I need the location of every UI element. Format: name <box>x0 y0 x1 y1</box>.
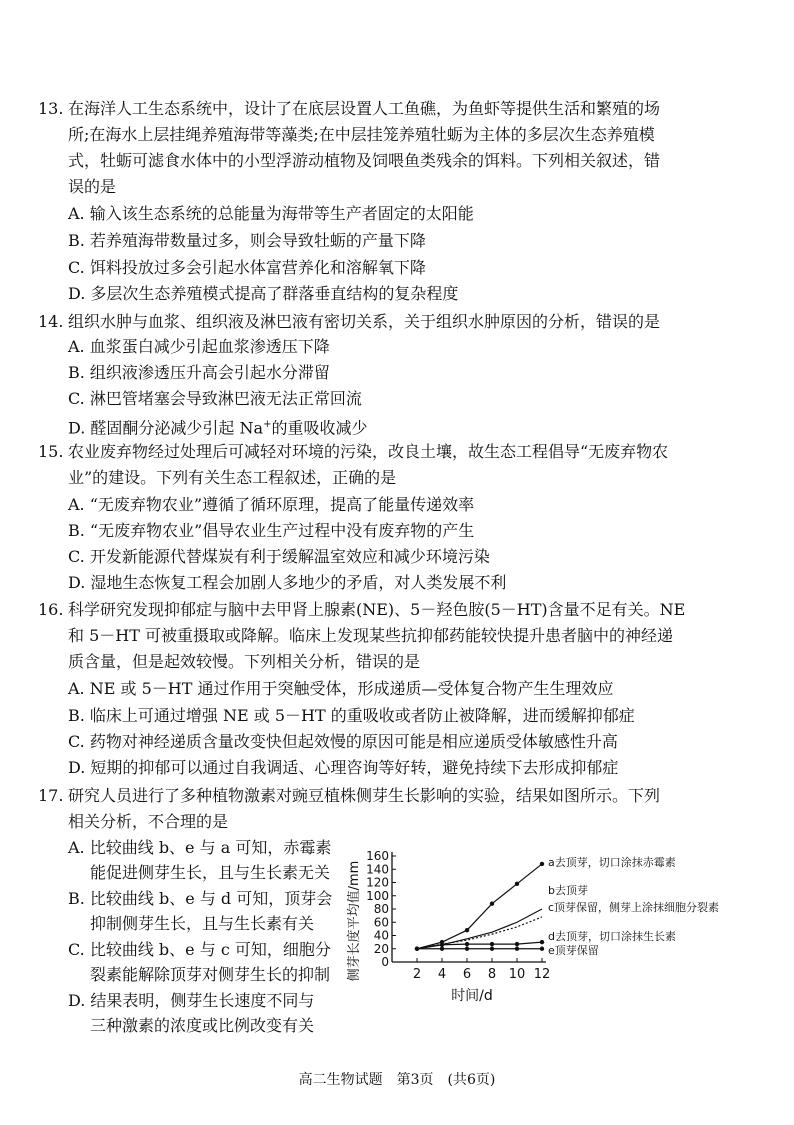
q17-option-b-cont: 抑制侧芽生长，且与生长素有关 <box>90 914 315 933</box>
q15-option-d: D. 湿地生态恢复工程会加剧人多地少的矛盾，对人类发展不利 <box>68 573 507 592</box>
x-tick-label: 8 <box>487 967 497 982</box>
data-point <box>440 943 444 947</box>
q16-option-d: D. 短期的抑郁可以通过自我调适、心理咨询等好转，避免持续下去形成抑郁症 <box>68 758 619 777</box>
q15-option-a: A. “无废弃物农业”遵循了循环原理，提高了能量传递效率 <box>68 495 475 514</box>
data-point <box>515 882 519 886</box>
y-tick-label: 140 <box>366 862 389 877</box>
q14-option-d-text: D. 醛固酮分泌减少引起 Na <box>68 418 264 438</box>
q15-stem-line-2: 业”的建设。下列有关生态工程叙述，正确的是 <box>68 468 397 487</box>
data-point <box>540 862 544 866</box>
sodium-charge: + <box>263 419 272 430</box>
q13-stem-line-1: 在海洋人工生态系统中，设计了在底层设置人工鱼礁，为鱼虾等提供生活和繁殖的场 <box>68 99 661 118</box>
q14-option-a: A. 血浆蛋白减少引起血浆渗透压下降 <box>68 337 330 356</box>
q14-option-d <box>68 412 367 441</box>
x-tick-label: 2 <box>412 967 422 982</box>
y-tick-label: 100 <box>366 888 389 903</box>
q17-option-c: C. 比较曲线 b、e 与 c 可知，细胞分 <box>68 940 331 959</box>
data-point <box>465 942 469 946</box>
y-tick-label: 60 <box>373 915 389 930</box>
data-point <box>465 947 469 951</box>
q14-option-d-tail: 的重吸收减少 <box>271 418 368 438</box>
data-point <box>490 947 494 951</box>
q13-stem-line-2: 所;在海水上层挂绳养殖海带等藻类;在中层挂笼养殖牡蛎为主体的多层次生态养殖模 <box>68 125 655 144</box>
q17-option-c-cont: 裂素能解除顶芽对侧芽生长的抑制 <box>90 965 331 984</box>
legend-label: a去顶芽，切口涂抹赤霉素 <box>548 856 676 869</box>
data-point <box>490 902 494 906</box>
q13-stem-line-3: 式，牡蛎可滤食水体中的小型浮游动植物及饲喂鱼类残余的饵料。下列相关叙述，错 <box>68 151 661 170</box>
y-tick-label: 80 <box>373 902 389 916</box>
q17-number: 17. <box>38 786 64 805</box>
q15-number: 15. <box>38 442 64 461</box>
x-axis-label: 时间/d <box>451 988 493 1004</box>
q16-stem-line-1: 科学研究发现抑郁症与脑中去甲肾上腺素(NE)、5－羟色胺(5－HT)含量不足有关。NE <box>68 600 686 619</box>
q13-option-b: B. 若养殖海带数量过多，则会导致牡蛎的产量下降 <box>68 231 426 250</box>
series-line <box>417 942 542 949</box>
q16-option-b: B. 临床上可通过增强 NE 或 5－HT 的重吸收或者防止被降解，进而缓解抑郁症 <box>68 706 635 725</box>
q17-stem-line-1: 研究人员进行了多种植物激素对豌豆植株侧芽生长影响的实验，结果如图所示。下列 <box>68 786 661 805</box>
q15-option-c: C. 开发新能源代替煤炭有利于缓解温室效应和减少环境污染 <box>68 547 490 566</box>
y-tick-label: 160 <box>366 849 389 863</box>
lateral-bud-growth-chart <box>338 836 778 1018</box>
data-point <box>515 942 519 946</box>
q13-number: 13. <box>38 99 64 118</box>
legend-label: e顶芽保留 <box>548 944 599 957</box>
q13-option-d: D. 多层次生态养殖模式提高了群落垂直结构的复杂程度 <box>68 284 459 303</box>
data-point <box>490 942 494 946</box>
q16-stem-line-2: 和 5－HT 可被重摄取或降解。临床上发现某些抗抑郁药能较快提升患者脑中的神经递 <box>68 626 673 645</box>
q13-option-a: A. 输入该生态系统的总能量为海带等生产者固定的太阳能 <box>68 204 474 223</box>
q16-option-a: A. NE 或 5－HT 通过作用于突触受体，形成递质—受体复合物产生生理效应 <box>68 679 614 698</box>
q14-stem: 组织水肿与血浆、组织液及淋巴液有密切关系，关于组织水肿原因的分析，错误的是 <box>68 312 661 331</box>
y-tick-label: 40 <box>373 928 389 943</box>
legend-label: d去顶芽，切口涂抹生长素 <box>548 930 676 943</box>
q17-option-a: A. 比较曲线 b、e 与 a 可知，赤霉素 <box>68 838 332 857</box>
x-tick-label: 12 <box>533 967 551 982</box>
series-line <box>417 909 542 949</box>
data-point <box>465 928 469 932</box>
data-point <box>515 947 519 951</box>
legend-label: b去顶芽 <box>548 884 588 897</box>
q16-option-c: C. 药物对神经递质含量改变快但起效慢的原因可能是相应递质受体敏感性升高 <box>68 732 618 751</box>
q17-option-d: D. 结果表明，侧芽生长速度不同与 <box>68 991 315 1010</box>
y-axis-label: 侧芽长度平均值/mm <box>347 860 362 982</box>
q15-stem-line-1: 农业废弃物经过处理后可减轻对环境的污染，改良土壤，故生态工程倡导“无废弃物农 <box>68 442 669 461</box>
page-footer: 高二生物试题 第3页 (共6页) <box>298 1072 496 1088</box>
q15-option-b: B. “无废弃物农业”倡导农业生产过程中没有废弃物的产生 <box>68 521 475 540</box>
q14-option-b: B. 组织液渗透压升高会引起水分滞留 <box>68 363 330 382</box>
q17-stem-line-2: 相关分析，不合理的是 <box>68 812 229 831</box>
data-point <box>540 947 544 951</box>
y-tick-label: 20 <box>373 941 389 956</box>
q16-number: 16. <box>38 600 64 619</box>
q17-option-b: B. 比较曲线 b、e 与 d 可知，顶芽会 <box>68 889 333 908</box>
legend-label: c顶芽保留，侧芽上涂抹细胞分裂素 <box>548 901 720 914</box>
q13-stem-line-4: 误的是 <box>68 177 117 196</box>
q16-stem-line-3: 质含量，但是起效较慢。下列相关分析，错误的是 <box>68 652 421 671</box>
q17-option-a-cont: 能促进侧芽生长，且与生长素无关 <box>90 863 331 882</box>
q14-number: 14. <box>38 312 64 331</box>
q17-option-d-cont: 三种激素的浓度或比例改变有关 <box>90 1016 315 1035</box>
y-tick-label: 120 <box>366 875 389 890</box>
q13-option-c: C. 饵料投放过多会引起水体富营养化和溶解氧下降 <box>68 258 426 277</box>
data-point <box>440 947 444 951</box>
x-tick-label: 10 <box>508 967 526 982</box>
q14-option-c: C. 淋巴管堵塞会导致淋巴液无法正常回流 <box>68 389 362 408</box>
x-tick-label: 6 <box>462 967 472 982</box>
y-tick-label: 0 <box>381 955 389 969</box>
data-point <box>415 947 419 951</box>
data-point <box>540 940 544 944</box>
x-tick-label: 4 <box>437 967 447 982</box>
